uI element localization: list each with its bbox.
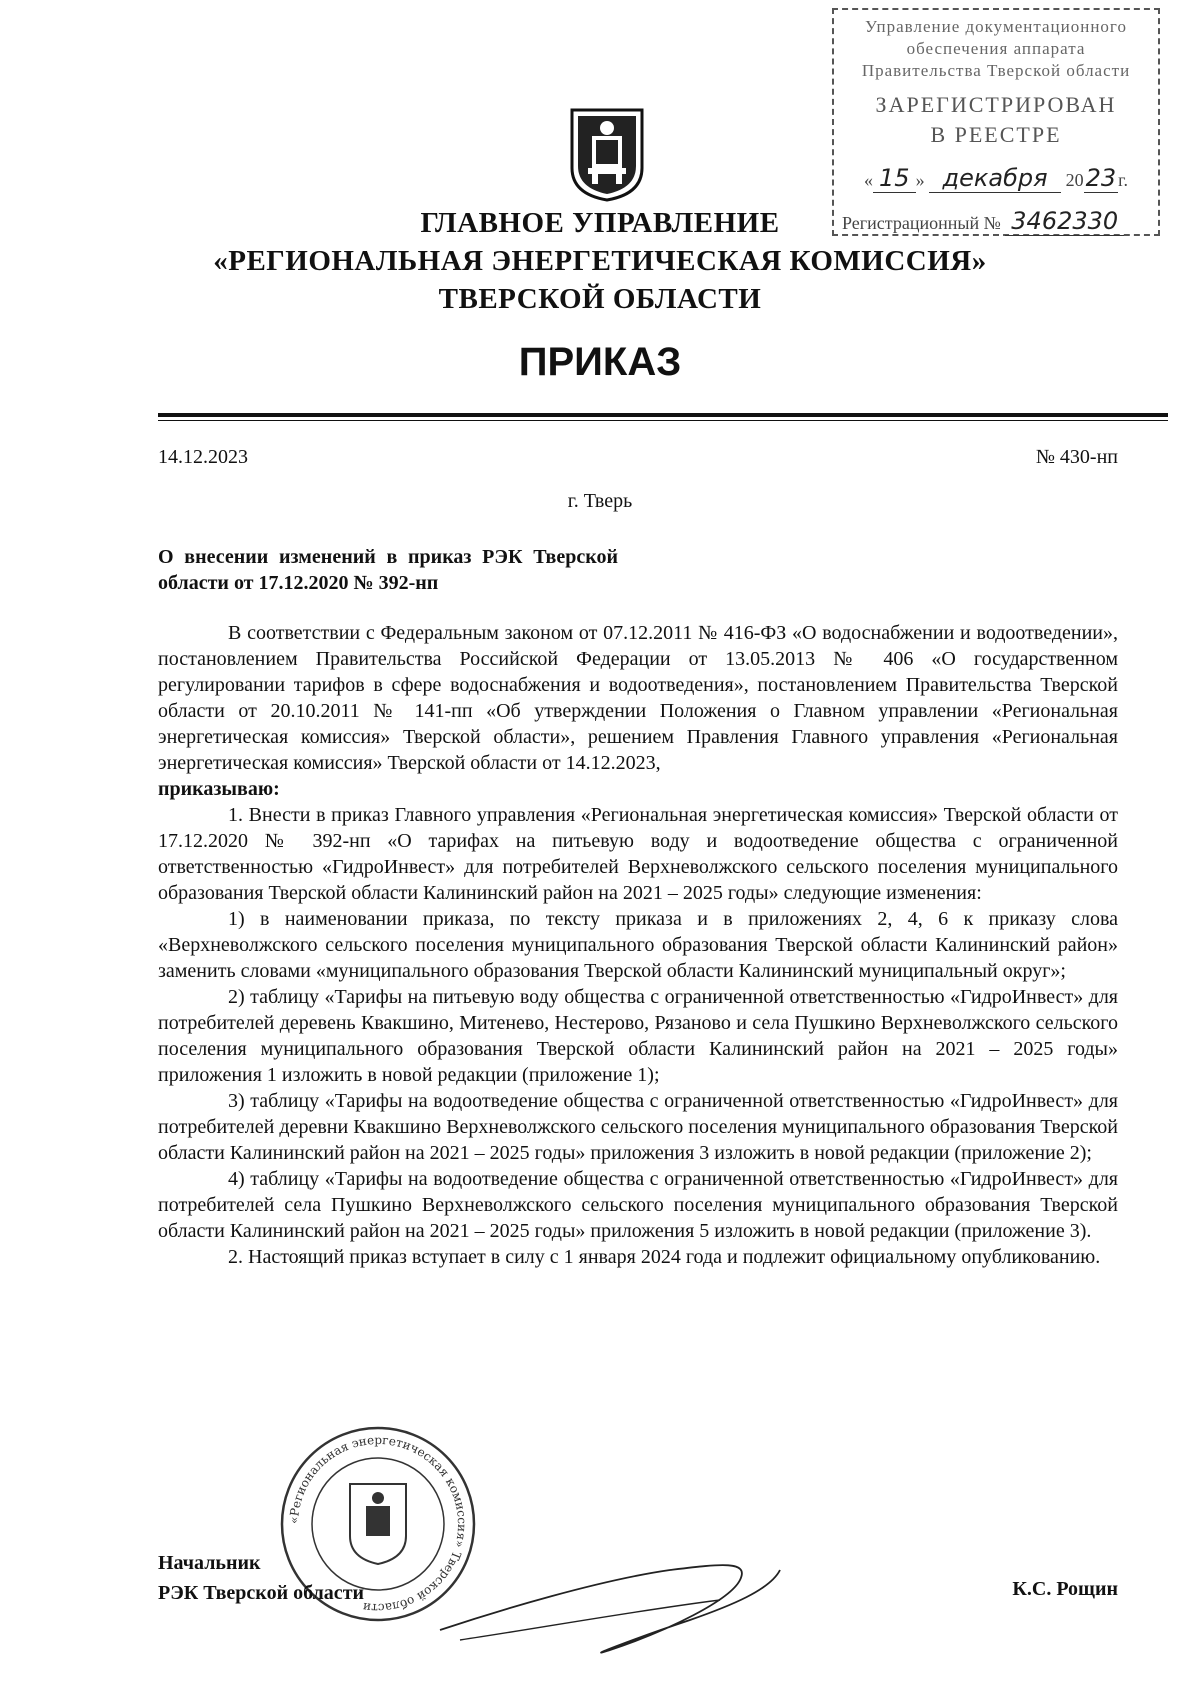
stamp-line: Управление документационного [865,17,1127,36]
stamp-status: ЗАРЕГИСТРИРОВАН [875,92,1117,117]
header-rule-thin [158,420,1168,421]
signatory-name: К.С. Рощин [1012,1578,1118,1600]
paragraph: 2) таблицу «Тарифы на питьевую воду общества с ограниченной ответственностью «ГидроИнвест» для потребителей деревень Квакшино, Митенево, Нестерово, Рязаново и села Пушкино Верхневолжского сельского поселения муниципального образования Тверской области Калининский район на 2021 – 2025 годы» приложения 1 изложить в новой редакции (приложение 1); [158,986,1118,1086]
stamp-date-suffix: г. [1118,170,1128,190]
signatory-position [158,1548,364,1608]
document-type: ПРИКАЗ [518,340,682,384]
stamp-status: В РЕЕСТРЕ [930,122,1062,147]
registration-stamp [832,8,1160,236]
paragraph: 3) таблицу «Тарифы на водоотведение общества с ограниченной ответственностью «ГидроИнвест» для потребителей деревни Квакшино Верхневолжского сельского поселения муниципального образования Тверской области Калининский район на 2021 – 2025 годы» приложения 3 изложить в новой редакции (приложение 2); [158,1090,1118,1164]
stamp-line: обеспечения аппарата [906,39,1086,58]
paragraph: 2. Настоящий приказ вступает в силу с 1 января 2024 года и подлежит официальному опубликованию. [228,1246,1101,1268]
order-word: приказываю: [158,778,280,800]
stamp-year-suffix: 23 [1085,164,1117,192]
signatory-position-line2: РЭК Тверской области [158,1582,365,1604]
document-body [158,620,1118,1270]
stamp-reg-label: Регистрационный № [842,213,1001,233]
seal-text: «Региональная энергетическая комиссия» Тверской области [286,1432,470,1616]
paragraph: В соответствии с Федеральным законом от 07.12.2011 № 416-ФЗ «О водоснабжении и водоотведении», постановлением Правительства Российской Федерации от 13.05.2013 № 406 «О государственном регулировании тарифов в сфере водоснабжения и водоотведения», постановлением Правительства Тверской области от 20.10.2011 № 141-пп «Об утверждении Положения о Главном управлении «Региональная энергетическая комиссия» Тверской области», решением Правления Главного управления «Региональная энергетическая комиссия» Тверской области от 14.12.2023, [158,622,1118,774]
document-subject: О внесении изменений в приказ РЭК Тверской области от 17.12.2020 № 392-нп [158,546,618,594]
document-number: № 430-нп [1035,446,1118,468]
document-date: 14.12.2023 [158,446,248,468]
stamp-year-prefix: 20 [1065,170,1084,190]
signatory-position-line1: Начальник [158,1552,261,1574]
header-rule [158,413,1168,417]
stamp-date-month: декабря [929,164,1061,193]
document-city: г. Тверь [567,490,633,512]
handwritten-signature [420,1510,800,1670]
paragraph: 1. Внести в приказ Главного управления «Региональная энергетическая комиссия» Тверской области от 17.12.2020 № 392-нп «О тарифах на питьевую воду и водоотведение общества с ограниченной ответственностью «ГидроИнвест» для потребителей Верхневолжского сельского поселения муниципального образования Тверской области Калининский район на 2021 – 2025 годы» следующие изменения: [158,804,1118,904]
org-name-line2: «РЕГИОНАЛЬНАЯ ЭНЕРГЕТИЧЕСКАЯ КОМИССИЯ» [213,245,987,277]
org-name-line1: ГЛАВНОЕ УПРАВЛЕНИЕ [420,207,780,239]
stamp-line: Правительства Тверской области [861,61,1131,80]
paragraph: 4) таблицу «Тарифы на водоотведение общества с ограниченной ответственностью «ГидроИнвест» для потребителей села Пушкино Верхневолжского сельского поселения муниципального образования Тверской области Калининский район на 2021 – 2025 годы» приложения 5 изложить в новой редакции (приложение 3). [158,1168,1118,1242]
stamp-date: « 15 » декабря 2023 г. [864,164,1128,192]
stamp-date-day: 15 [873,164,916,193]
coat-of-arms-icon [568,106,646,202]
stamp-reg-number: 3462330 [1005,207,1124,236]
org-name-line3: ТВЕРСКОЙ ОБЛАСТИ [438,283,762,315]
paragraph: 1) в наименовании приказа, по тексту приказа и в приложениях 2, 4, 6 к приказу слова «Верхневолжского сельского поселения муниципального образования Тверской области Калининский район» заменить словами «муниципального образования Тверской области Калининский муниципальный округ»; [158,908,1118,982]
